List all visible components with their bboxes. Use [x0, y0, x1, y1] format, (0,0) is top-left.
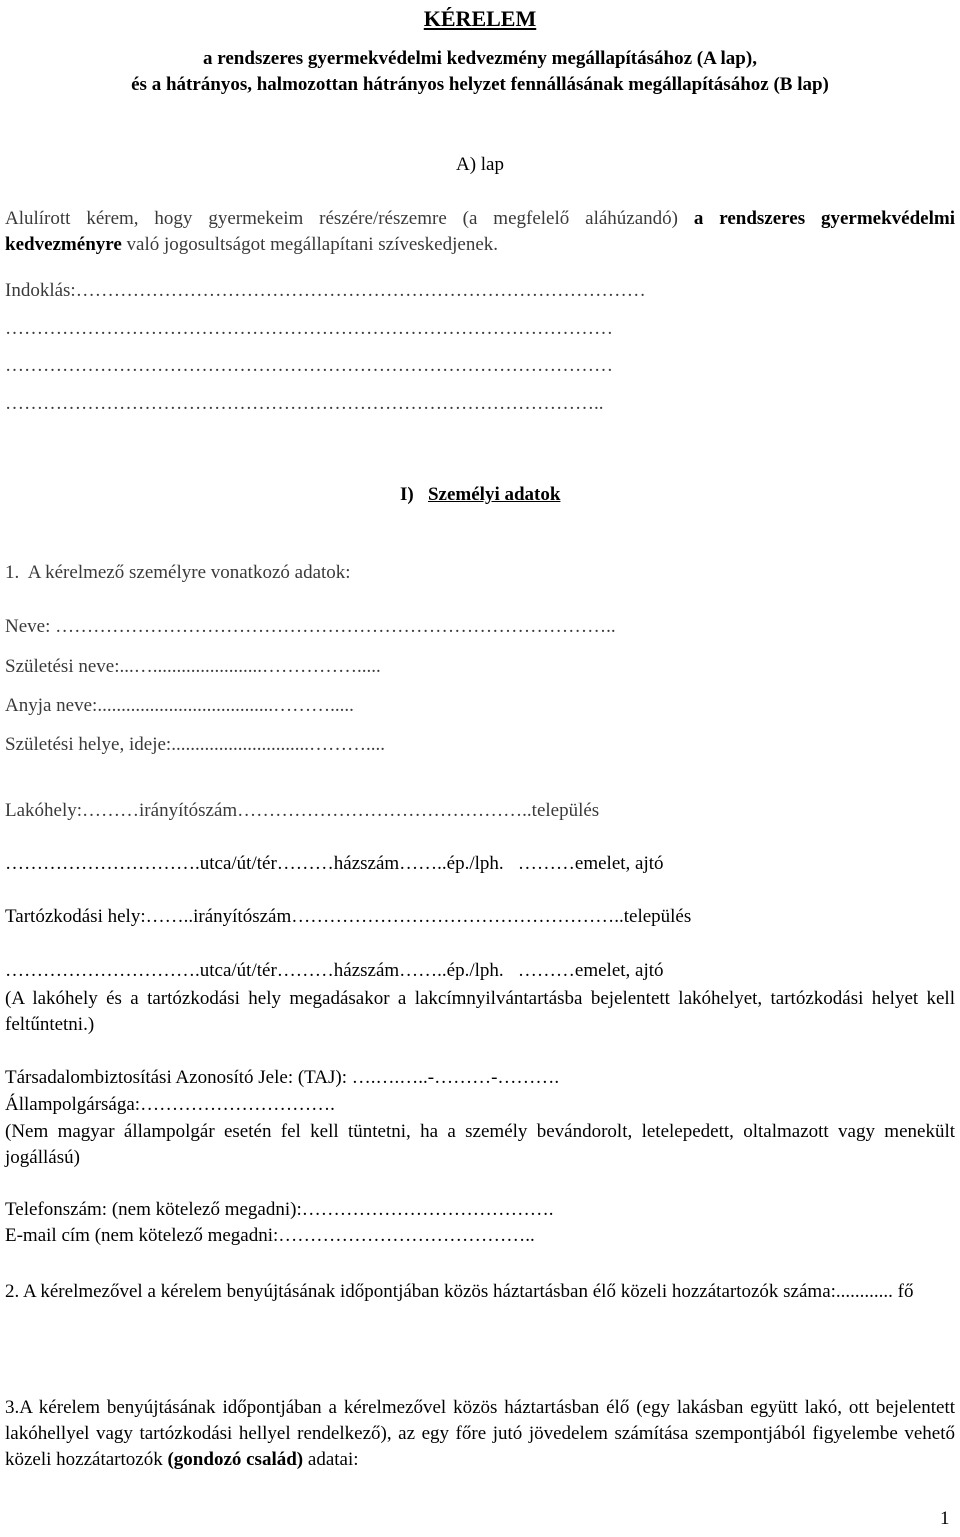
document-subtitle-line-1: a rendszeres gyermekvédelmi kedvezmény megállapításához (A lap), [203, 48, 757, 69]
justification-label: Indoklás: [5, 280, 76, 301]
residence-line-2[interactable]: ………………………….utca/út/tér………házszám……..ép./lph. ………emelet, ajtó [5, 853, 664, 874]
household-members-count: 2. A kérelmezővel a kérelem benyújtásának időpontjában közös háztartásban élő közeli hozzátartozók száma:............ fő [5, 1281, 914, 1302]
request-paragraph [5, 206, 955, 258]
section-a-heading: A) lap [455, 154, 504, 175]
request-bold-2: gyermekvédelmi kedvezményre [5, 208, 955, 255]
personal-section-number: I) [400, 484, 414, 505]
citizenship-field[interactable]: Állampolgársága:…………………………. [5, 1094, 335, 1115]
request-bold-1: a rendszeres [693, 208, 806, 229]
personal-section-title: Személyi adatok [427, 484, 561, 505]
document-title: KÉRELEM [423, 6, 537, 31]
request-text-2: való jogosultságot megállapítani szíveskedjenek. [121, 234, 499, 255]
stay-address-line-2[interactable]: ………………………….utca/út/tér………házszám……..ép./lph. ………emelet, ajtó [5, 960, 664, 981]
personal-section-heading [400, 484, 560, 506]
email-field[interactable]: E-mail cím (nem kötelező megadni:………………………………….. [5, 1225, 535, 1246]
request-text-1: Alulírott kérem, hogy gyermekeim részére/részemre (a megfelelő aláhúzandó) [5, 208, 694, 229]
justification-line-1[interactable]: ……………………………………………………………………………… [75, 280, 646, 301]
taj-field[interactable]: Társadalombiztosítási Azonosító Jele: (TAJ): ….….…..-………-………. [5, 1067, 560, 1088]
justification-line-4[interactable]: ………………………………………………………………………………….. [5, 393, 604, 414]
birth-name-field[interactable]: Születési neve:...….......................……………..... [5, 656, 381, 677]
mother-name-field[interactable]: Anyja neve:.....................................………..... [5, 695, 354, 716]
household-members-tail: adatai: [303, 1449, 359, 1470]
page-number: 1 [940, 1508, 950, 1529]
phone-field[interactable]: Telefonszám: (nem kötelező megadni):…………………………………. [5, 1199, 554, 1220]
citizenship-note: (Nem magyar állampolgár esetén fel kell tüntetni, ha a személy bevándorolt, letelepedett, oltalmazott vagy menekült jogállású) [5, 1121, 955, 1168]
justification-row [5, 280, 646, 302]
household-members-data-paragraph [5, 1395, 955, 1473]
document-subtitle-line-2: és a hátrányos, halmozottan hátrányos helyzet fennállásának megállapításához (B lap) [131, 74, 829, 95]
stay-address-line-1[interactable]: Tartózkodási hely:……..irányítószám……………………………………………..település [5, 906, 692, 927]
address-note: (A lakóhely és a tartózkodási hely megadásakor a lakcímnyilvántartásba bejelentett lakóhelyet, tartózkodási helyet kell feltűntetni.) [5, 988, 955, 1035]
justification-line-2[interactable]: …………………………………………………………………………………… [5, 318, 613, 339]
name-field[interactable]: Neve: …………………………………………………………………………….. [5, 616, 616, 637]
caring-family-label: (gondozó család) [167, 1449, 304, 1470]
applicant-data-heading: 1. A kérelmező személyre vonatkozó adatok: [5, 562, 351, 583]
justification-line-3[interactable]: …………………………………………………………………………………… [5, 355, 613, 376]
birth-place-date-field[interactable]: Születési helye, ideje:.............................……….... [5, 734, 385, 755]
residence-line-1[interactable]: Lakóhely:………irányítószám………………………………………..település [5, 800, 600, 821]
household-members-text: 3.A kérelem benyújtásának időpontjában a kérelmezővel közös háztartásban élő (egy lakásban együtt lakó, ott bejelentett lakóhellyel vagy tartózkodási hellyel rendelkező), az egy főre jutó jövedelem számítása szempontjából figyelembe vehető közeli hozzátartozók [5, 1397, 955, 1470]
